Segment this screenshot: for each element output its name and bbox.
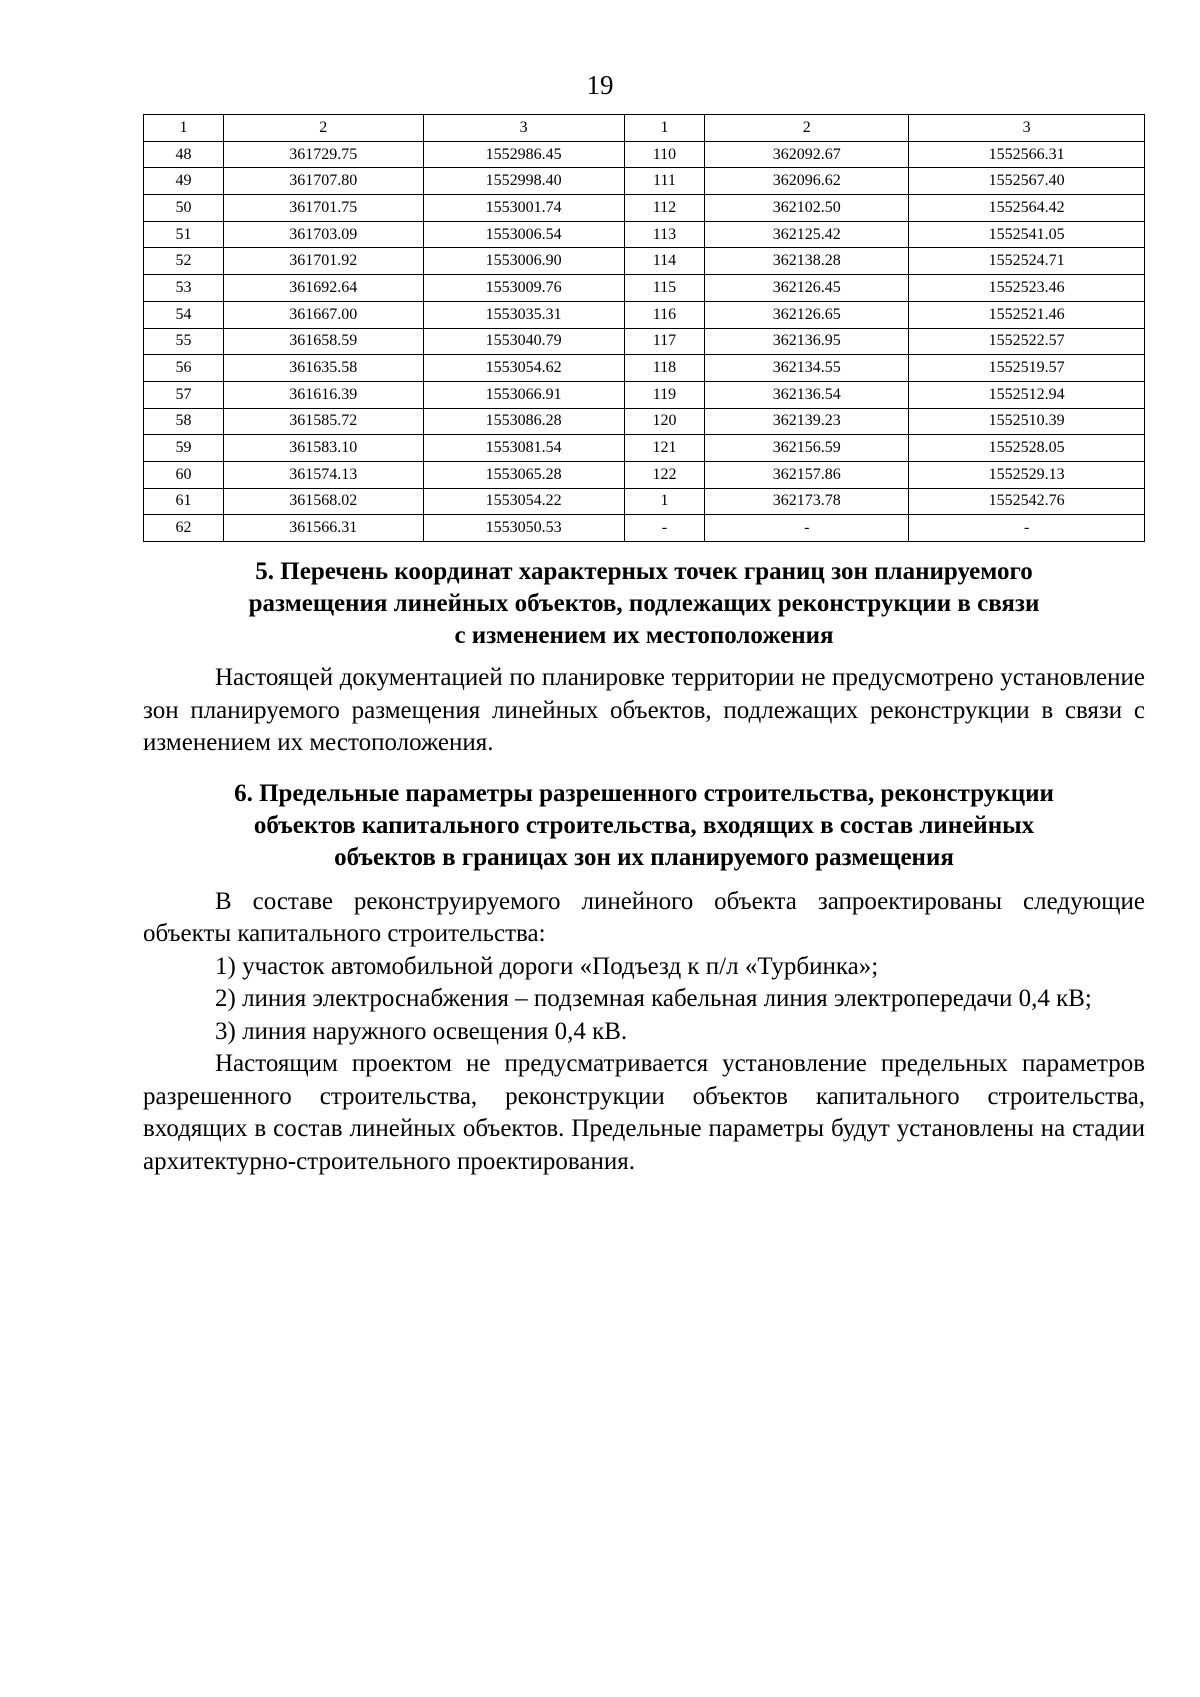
table-cell: 49 [144,168,224,195]
title-line: объектов капитального строительства, входящих в состав линейных [253,811,1035,839]
table-row [144,381,1145,408]
table-cell: 362092.67 [705,141,909,168]
coordinates-table [143,114,1145,542]
table-cell: 1552998.40 [423,168,624,195]
table-cell: 113 [624,221,705,248]
table-cell: 1552986.45 [423,141,624,168]
table-row [144,221,1145,248]
table-cell: 1553054.22 [423,488,624,515]
table-cell: 361729.75 [223,141,423,168]
table-cell: 362173.78 [705,488,909,515]
table-cell: 1553081.54 [423,435,624,462]
section-5-body [143,662,1145,760]
table-cell: 116 [624,301,705,328]
table-cell: 1552564.42 [909,195,1145,222]
table-cell: 1552542.76 [909,488,1145,515]
section-5-title [143,556,1145,652]
header-cell: 2 [705,115,909,142]
table-cell: 48 [144,141,224,168]
table-cell: 1553001.74 [423,195,624,222]
table-cell: 1 [624,488,705,515]
header-cell: 3 [423,115,624,142]
text-content [143,556,1145,1178]
table-row [144,328,1145,355]
table-cell: 361658.59 [223,328,423,355]
table-cell: 361667.00 [223,301,423,328]
table-cell: 1552524.71 [909,248,1145,275]
title-line: 5. Перечень координат характерных точек границ зон планируемого [255,558,1033,585]
section-6-body [143,886,1145,1179]
table-cell: 361707.80 [223,168,423,195]
table-header-row [144,115,1145,142]
table-cell: 52 [144,248,224,275]
table-row [144,488,1145,515]
table-row [144,435,1145,462]
table-cell: 53 [144,275,224,302]
table-cell: 361703.09 [223,221,423,248]
table-cell: 1553006.54 [423,221,624,248]
table-cell: 362139.23 [705,408,909,435]
table-cell: 118 [624,355,705,382]
paragraph: Настоящей документацией по планировке территории не предусмотрено установление зон планируемого размещения линейных объектов, подлежащих реконструкции в связи с изменением их местоположения. [143,664,1145,756]
table-cell: 1552541.05 [909,221,1145,248]
table-cell: 1553040.79 [423,328,624,355]
list-item: 3) линия наружного освещения 0,4 кВ. [215,1017,628,1045]
table-cell: 122 [624,461,705,488]
table-cell: 50 [144,195,224,222]
table-cell: 362134.55 [705,355,909,382]
table-row [144,515,1145,542]
table-cell: 59 [144,435,224,462]
table-cell: - [624,515,705,542]
table-row [144,355,1145,382]
table-cell: 361568.02 [223,488,423,515]
table-cell: 56 [144,355,224,382]
table-cell: 1553066.91 [423,381,624,408]
table-cell: 57 [144,381,224,408]
table-row [144,248,1145,275]
table-cell: 112 [624,195,705,222]
list-item: 1) участок автомобильной дороги «Подъезд к п/л «Турбинка»; [215,952,879,980]
table-cell: 361701.92 [223,248,423,275]
table-cell: 361701.75 [223,195,423,222]
table-row [144,168,1145,195]
table-cell: 361566.31 [223,515,423,542]
table-cell: 54 [144,301,224,328]
table-cell: 51 [144,221,224,248]
table-row [144,461,1145,488]
table-cell: 1553086.28 [423,408,624,435]
table-cell: 362125.42 [705,221,909,248]
table-cell: 1553035.31 [423,301,624,328]
table-cell: 1553065.28 [423,461,624,488]
table-cell: 120 [624,408,705,435]
table-cell: 1553006.90 [423,248,624,275]
table-cell: 361635.58 [223,355,423,382]
table-cell: 361616.39 [223,381,423,408]
table-cell: 361574.13 [223,461,423,488]
table-cell: 362136.95 [705,328,909,355]
table-cell: 362138.28 [705,248,909,275]
table-cell: 115 [624,275,705,302]
section-6-title [143,778,1145,874]
table-cell: 121 [624,435,705,462]
table-cell: 362156.59 [705,435,909,462]
table-cell: 1552529.13 [909,461,1145,488]
table-cell: 1552566.31 [909,141,1145,168]
table-cell: 55 [144,328,224,355]
table-cell: 362096.62 [705,168,909,195]
title-line: с изменением их местоположения [454,622,834,649]
table-cell: 362126.45 [705,275,909,302]
table-cell: 1552567.40 [909,168,1145,195]
title-line: 6. Предельные параметры разрешенного строительства, реконструкции [234,779,1054,807]
table-cell: 61 [144,488,224,515]
page-number: 19 [586,70,614,100]
table-row [144,408,1145,435]
table-cell: 1552519.57 [909,355,1145,382]
header-cell: 2 [223,115,423,142]
table-cell: 1553009.76 [423,275,624,302]
table-cell: 362126.65 [705,301,909,328]
table-cell: 1552522.57 [909,328,1145,355]
table-cell: 114 [624,248,705,275]
table-cell: 110 [624,141,705,168]
table-cell: 1552528.05 [909,435,1145,462]
table-cell: 58 [144,408,224,435]
table-row [144,275,1145,302]
table-cell: 1552510.39 [909,408,1145,435]
table-cell: 362136.54 [705,381,909,408]
table-cell: 1552521.46 [909,301,1145,328]
header-cell: 1 [144,115,224,142]
table-cell: 119 [624,381,705,408]
table-cell: 1553054.62 [423,355,624,382]
header-cell: 3 [909,115,1145,142]
title-line: объектов в границах зон их планируемого размещения [334,843,954,871]
table-cell: 117 [624,328,705,355]
table-cell: 361583.10 [223,435,423,462]
table-cell: 62 [144,515,224,542]
paragraph: В составе реконструируемого линейного объекта запроектированы следующие объекты капитального строительства: [143,887,1145,947]
paragraph: Настоящим проектом не предусматривается установление предельных параметров разрешенного строительства, реконструкции объектов капитального строительства, входящих в состав линейных объектов. Предельные параметры будут установлены на стадии архитектурно-строительного проектирования. [143,1050,1145,1175]
table-cell: 362102.50 [705,195,909,222]
table-cell: - [705,515,909,542]
table-row [144,301,1145,328]
table-cell: 361692.64 [223,275,423,302]
table-cell: - [909,515,1145,542]
list-item: 2) линия электроснабжения – подземная кабельная линия электропередачи 0,4 кВ; [215,985,1092,1012]
table-cell: 111 [624,168,705,195]
header-cell: 1 [624,115,705,142]
table-row [144,141,1145,168]
table-cell: 361585.72 [223,408,423,435]
table-cell: 1553050.53 [423,515,624,542]
table-cell: 60 [144,461,224,488]
table-cell: 1552512.94 [909,381,1145,408]
table-cell: 362157.86 [705,461,909,488]
title-line: размещения линейных объектов, подлежащих реконструкции в связи [248,590,1040,617]
table-row [144,195,1145,222]
table-cell: 1552523.46 [909,275,1145,302]
